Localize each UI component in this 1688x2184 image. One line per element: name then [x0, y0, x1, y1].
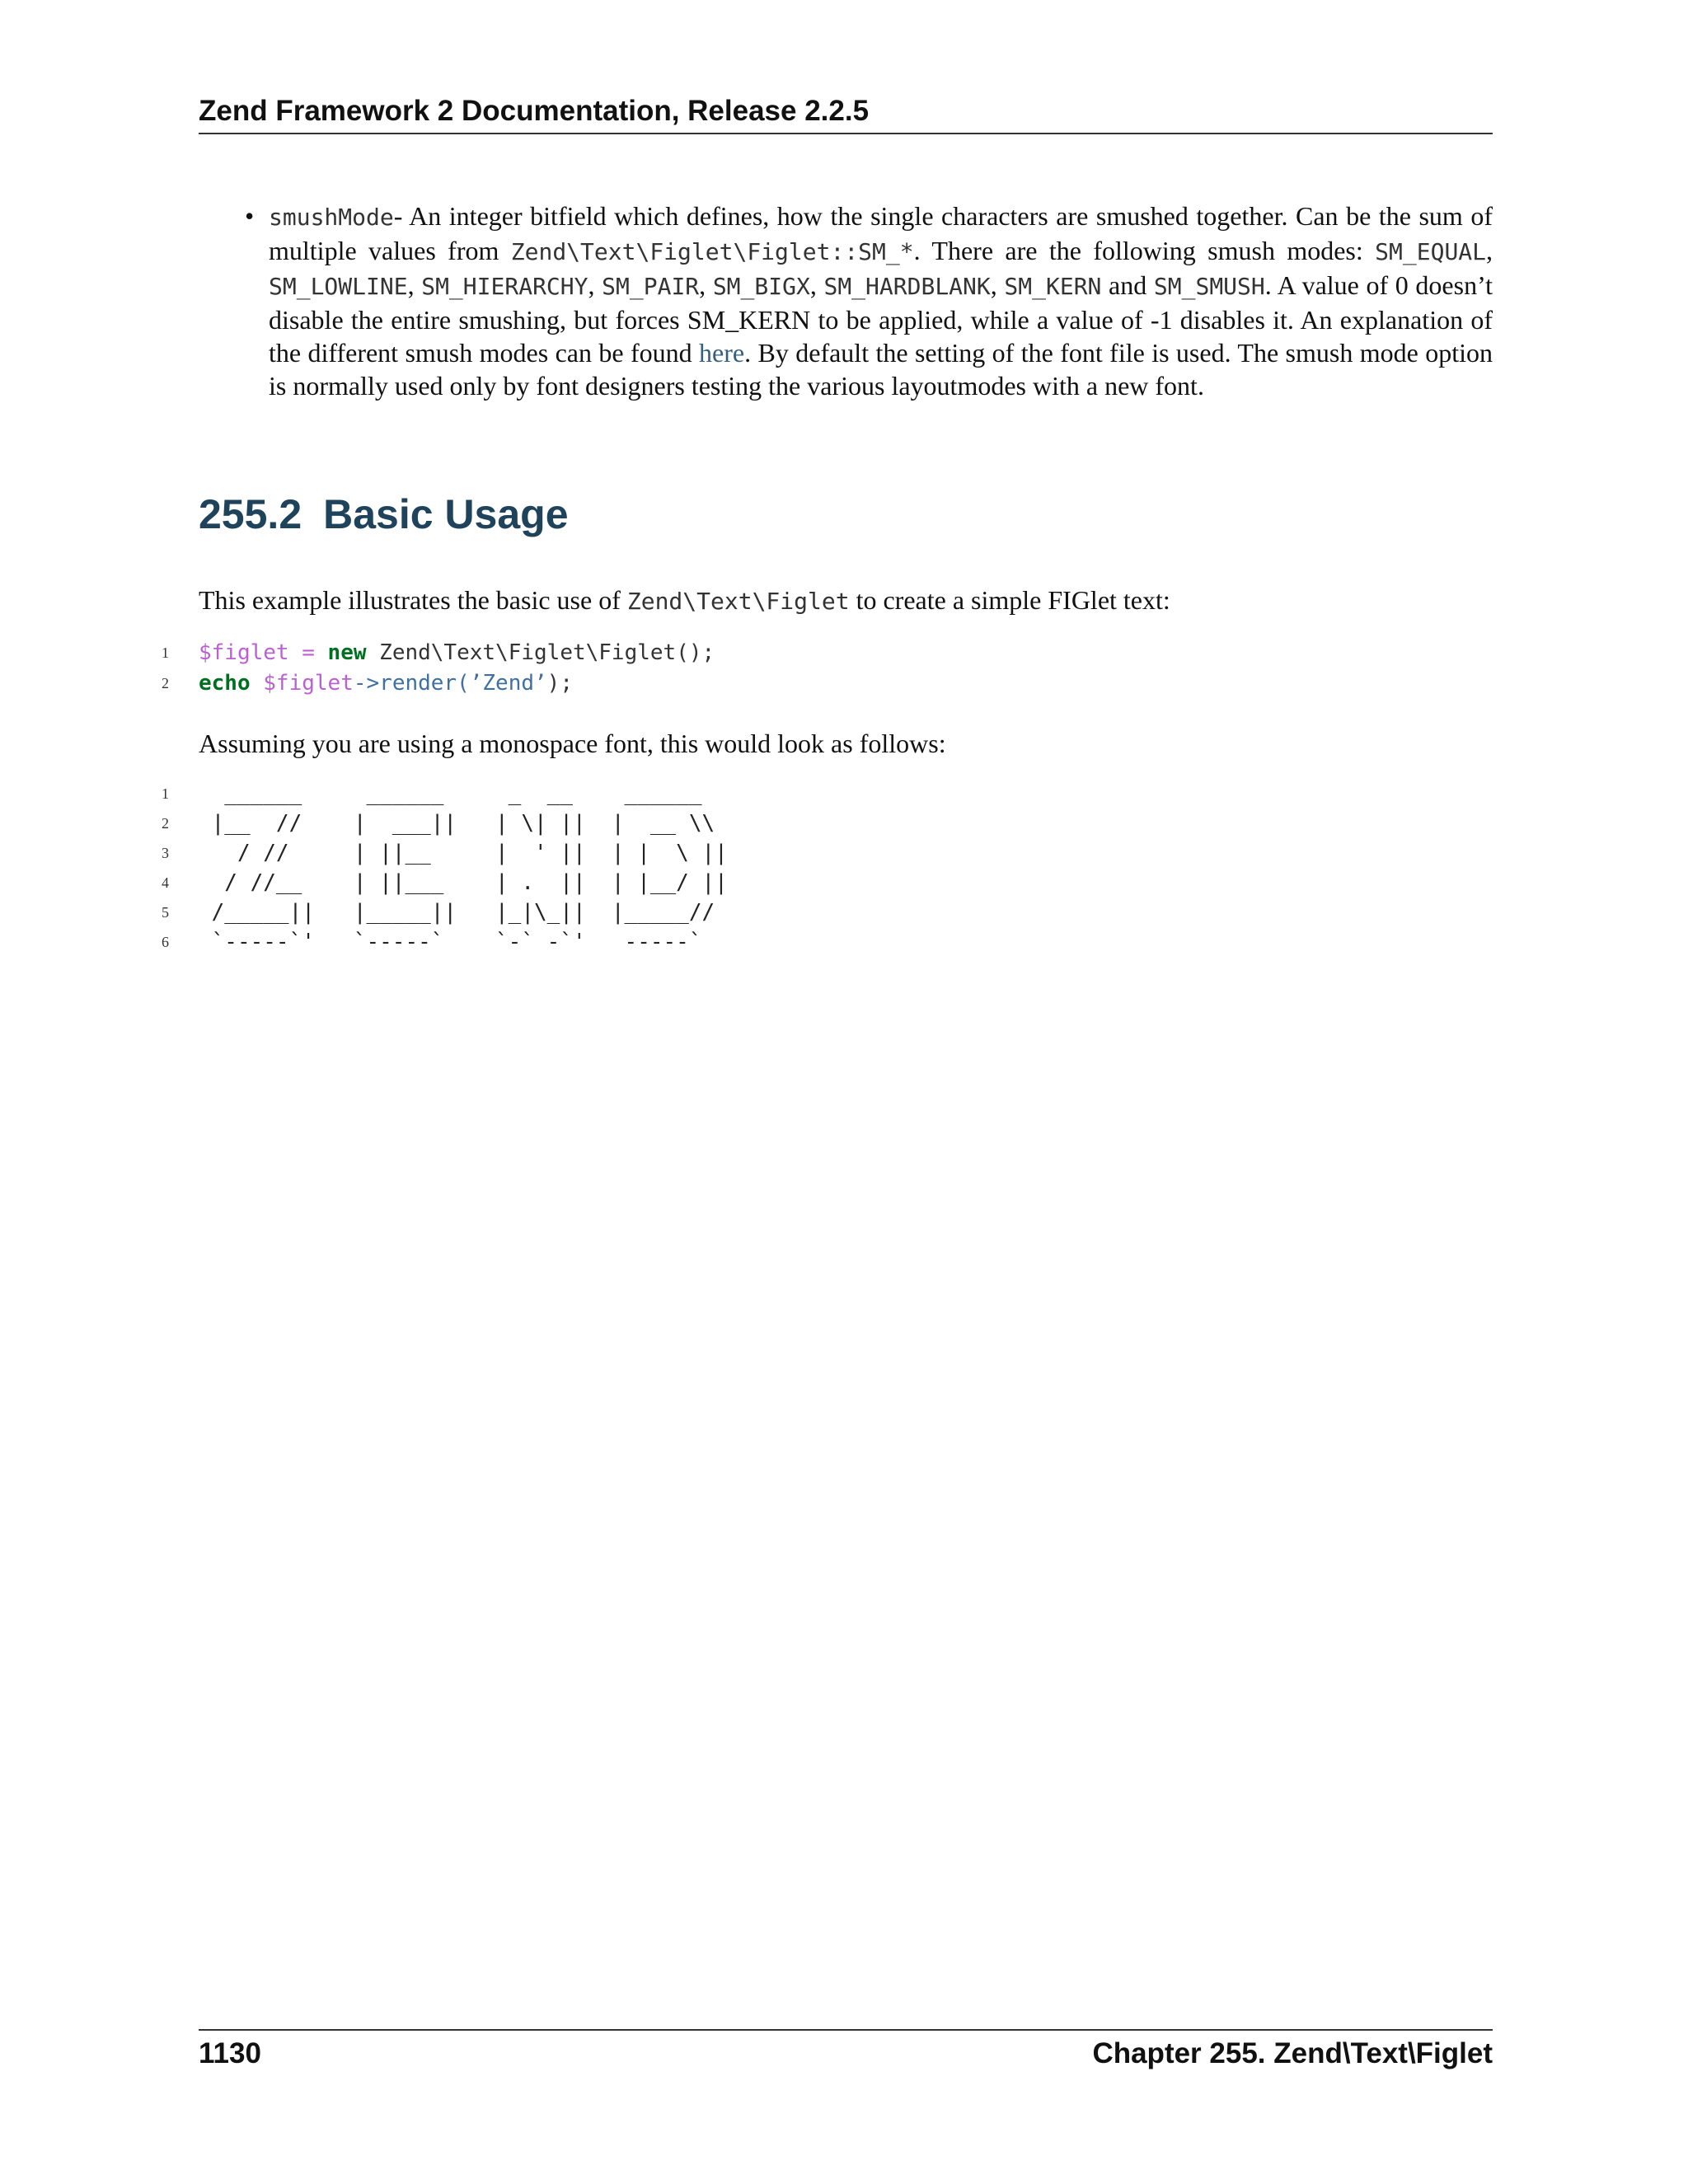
section-title-text: Basic Usage	[323, 491, 569, 537]
inline-code: SM_KERN	[1004, 273, 1102, 300]
paragraph-text: ,	[588, 270, 603, 300]
ascii-text: |__ // | ___|| | \| || | __ \\	[199, 811, 715, 836]
ascii-line	[0, 808, 1236, 838]
inline-code: Zend\Text\Figlet\Figlet::SM_*	[510, 238, 914, 265]
ascii-text: `-----`' `-----` `-` -`' -----`	[199, 930, 702, 948]
ascii-text: / // | ||__ | ' || | | \ ||	[199, 841, 728, 865]
code-text	[199, 638, 715, 668]
ascii-line	[0, 927, 1236, 948]
line-number: 3	[162, 845, 169, 861]
code-line	[0, 638, 1236, 668]
paragraph-text: . There are the following smush modes:	[913, 236, 1376, 265]
ascii-line	[0, 898, 1236, 927]
figlet-output	[0, 779, 1236, 948]
paragraph-text: ,	[407, 270, 422, 300]
ascii-text: / //__ | ||___ | . || | |__/ ||	[199, 870, 728, 895]
line-number: 2	[162, 675, 169, 691]
code-token: =	[302, 640, 315, 665]
paragraph-text: ,	[809, 270, 824, 300]
paragraph-text: . A value of 0 doesn’t disable the entire smushing, but forces SM_KERN to be applied, while a value of -1 disables it. An explanation of the different smush modes can be found	[269, 270, 1493, 368]
document-title: Zend Framework 2 Documentation, Release 2.2.5	[199, 95, 870, 127]
line-number: 2	[162, 815, 169, 832]
ascii-text: ______ ______ _ __ ______	[199, 781, 702, 806]
code-token: ->render(	[353, 671, 470, 696]
paragraph-text: and	[1101, 270, 1154, 300]
line-number: 1	[162, 644, 169, 661]
code-line	[0, 668, 1236, 699]
page-footer	[199, 2029, 1493, 2072]
here-link[interactable]: here	[699, 338, 745, 368]
code-token: ’Zend’	[469, 671, 547, 696]
code-token: );	[546, 671, 573, 696]
code-token: new	[327, 640, 367, 665]
intro-text-after: to create a simple FIGlet text:	[849, 585, 1170, 615]
code-token: Zend\Text\Figlet\Figlet();	[366, 640, 715, 665]
bullet-marker: •	[245, 201, 255, 231]
paragraph-text: ,	[990, 270, 1005, 300]
inline-code: SM_PAIR	[602, 273, 700, 300]
inline-code: SM_LOWLINE	[269, 273, 408, 300]
smushmode-description	[269, 199, 1493, 402]
page-header	[199, 93, 1493, 134]
ascii-line	[0, 868, 1236, 898]
paragraph-text: ,	[1486, 236, 1493, 265]
paragraph-text: . By default the setting of the font file is used. The smush mode option is normally used only by font designers testing the various layoutmodes with a new font.	[269, 338, 1493, 401]
code-token	[315, 640, 328, 665]
assume-text: Assuming you are using a monospace font, this would look as follows:	[199, 729, 946, 758]
page-number: 1130	[199, 2037, 261, 2069]
line-number: 4	[162, 874, 169, 891]
line-number: 5	[162, 904, 169, 921]
chapter-title: Chapter 255. Zend\Text\Figlet	[1092, 2037, 1493, 2069]
line-number: 1	[162, 785, 169, 802]
ascii-text: /_____|| |_____|| |_|\_|| |_____//	[199, 900, 715, 925]
code-token: echo	[199, 671, 251, 696]
assume-paragraph	[199, 727, 1493, 760]
ascii-line	[0, 779, 1236, 808]
inline-code: SM_EQUAL	[1375, 238, 1487, 265]
line-number: 6	[162, 934, 169, 948]
inline-code: smushMode	[269, 204, 394, 231]
section-number: 255.2	[199, 491, 302, 537]
inline-code: SM_BIGX	[712, 273, 810, 300]
paragraph-text: - An integer bitfield which defines, how the single characters are smushed together. Can be the sum of multiple values from	[269, 201, 1493, 265]
intro-paragraph	[199, 583, 1493, 618]
ascii-line	[0, 838, 1236, 868]
inline-code: SM_HARDBLANK	[823, 273, 991, 300]
inline-code: SM_HIERARCHY	[421, 273, 588, 300]
code-text	[199, 668, 573, 699]
code-token	[251, 671, 264, 696]
section-heading	[199, 490, 569, 538]
code-token	[289, 640, 302, 665]
paragraph-text: ,	[699, 270, 713, 300]
smushmode-bullet	[245, 199, 1493, 402]
code-example	[0, 638, 1236, 699]
code-token: $figlet	[199, 640, 289, 665]
intro-inline-code: Zend\Text\Figlet	[626, 588, 850, 615]
code-token: $figlet	[263, 671, 354, 696]
inline-code: SM_SMUSH	[1153, 273, 1265, 300]
intro-text-before: This example illustrates the basic use of	[199, 585, 627, 615]
